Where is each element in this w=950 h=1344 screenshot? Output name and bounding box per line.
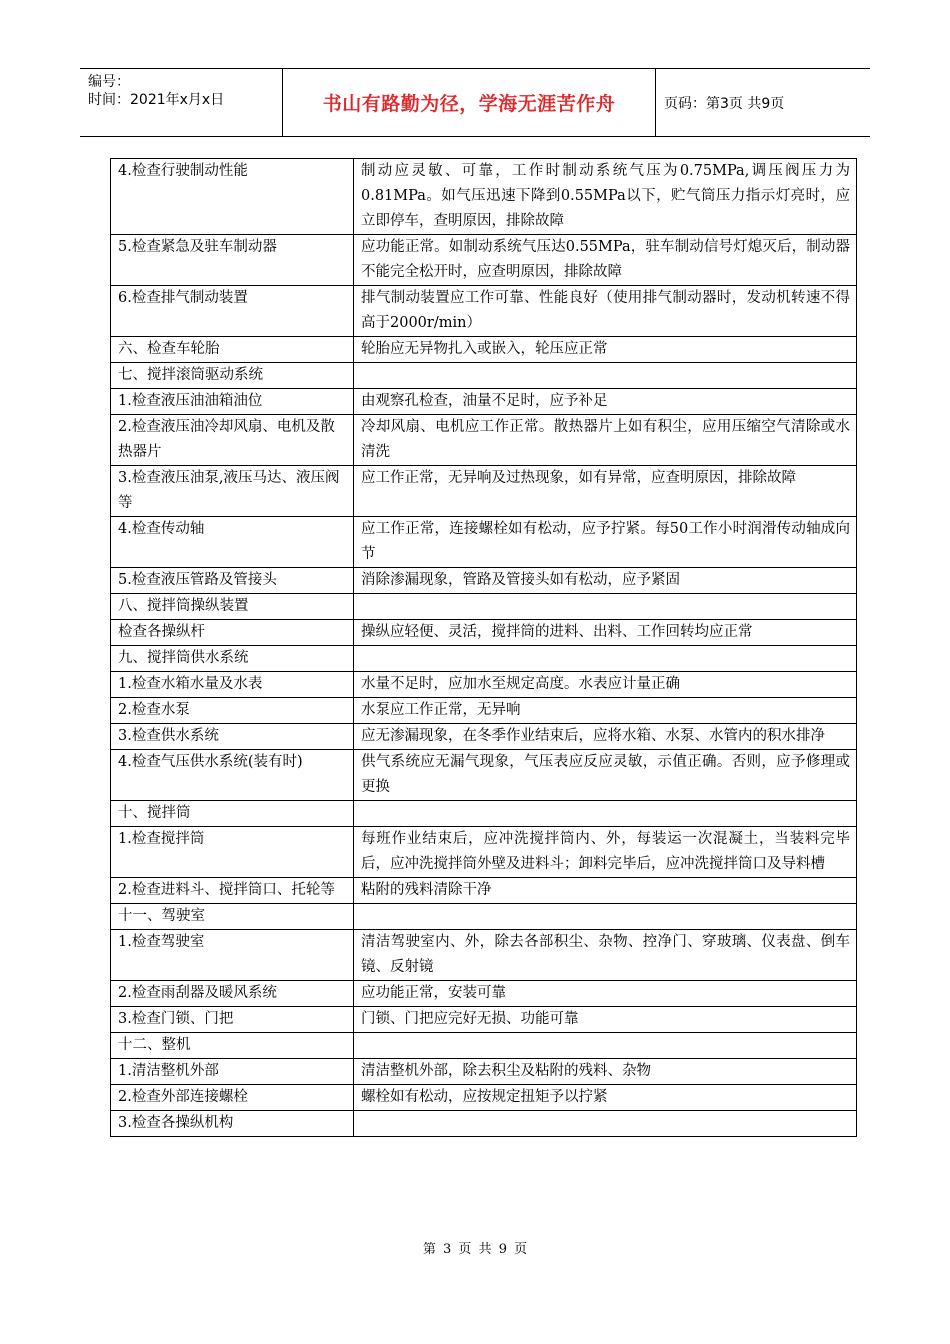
check-item: 6.检查排气制动装置 — [111, 286, 354, 337]
table-row — [111, 1085, 857, 1111]
check-item: 4.检查传动轴 — [111, 517, 354, 568]
requirement: 操纵应轻便、灵活，搅拌筒的进料、出料、工作回转均应正常 — [354, 620, 857, 646]
requirement: 应功能正常。如制动系统气压达0.55MPa，驻车制动信号灯熄灭后，制动器不能完全松开时，应查明原因，排除故障 — [354, 235, 857, 286]
table-row — [111, 415, 857, 466]
requirement: 应工作正常，连接螺栓如有松动，应予拧紧。每50工作小时润滑传动轴成向节 — [354, 517, 857, 568]
check-item: 1.检查驾驶室 — [111, 930, 354, 981]
requirement — [354, 646, 857, 672]
table-row — [111, 878, 857, 904]
table-row — [111, 750, 857, 801]
maintenance-table — [110, 158, 857, 1137]
header-slogan: 书山有路勤为径，学海无涯苦作舟 — [322, 93, 616, 115]
table-row — [111, 389, 857, 415]
header-page-info: 页码：第3页 共9页 — [664, 95, 785, 112]
requirement — [354, 1111, 857, 1137]
requirement: 门锁、门把应完好无损、功能可靠 — [354, 1007, 857, 1033]
requirement: 应工作正常，无异响及过热现象，如有异常，应查明原因，排除故障 — [354, 466, 857, 517]
header-slogan-cell — [283, 69, 656, 136]
table-row — [111, 337, 857, 363]
table-row — [111, 724, 857, 750]
requirement — [354, 363, 857, 389]
requirement: 由观察孔检查，油量不足时，应予补足 — [354, 389, 857, 415]
check-item: 4.检查行驶制动性能 — [111, 159, 354, 235]
check-item: 1.检查水箱水量及水表 — [111, 672, 354, 698]
check-item: 4.检查气压供水系统(装有时) — [111, 750, 354, 801]
check-item: 3.检查供水系统 — [111, 724, 354, 750]
requirement: 冷却风扇、电机应工作正常。散热器片上如有积尘，应用压缩空气清除或水清洗 — [354, 415, 857, 466]
check-item: 2.检查进料斗、搅拌筒口、托轮等 — [111, 878, 354, 904]
requirement: 水量不足时，应加水至规定高度。水表应计量正确 — [354, 672, 857, 698]
check-item: 九、搅拌筒供水系统 — [111, 646, 354, 672]
check-item: 检查各操纵杆 — [111, 620, 354, 646]
table-row — [111, 517, 857, 568]
check-item: 六、检查车轮胎 — [111, 337, 354, 363]
table-row — [111, 672, 857, 698]
requirement: 应无渗漏现象，在冬季作业结束后，应将水箱、水泵、水管内的积水排净 — [354, 724, 857, 750]
check-item: 十、搅拌筒 — [111, 801, 354, 827]
requirement: 粘附的残料清除干净 — [354, 878, 857, 904]
table-row — [111, 981, 857, 1007]
check-item: 5.检查液压管路及管接头 — [111, 568, 354, 594]
table-row — [111, 159, 857, 235]
table-row — [111, 646, 857, 672]
requirement: 清洁整机外部，除去积尘及粘附的残料、杂物 — [354, 1059, 857, 1085]
check-item: 十二、整机 — [111, 1033, 354, 1059]
serial-label: 编号： — [88, 74, 130, 90]
requirement — [354, 1033, 857, 1059]
header-meta — [80, 69, 283, 136]
check-item: 2.检查外部连接螺栓 — [111, 1085, 354, 1111]
check-item: 十一、驾驶室 — [111, 904, 354, 930]
table-row — [111, 1059, 857, 1085]
check-item: 2.检查水泵 — [111, 698, 354, 724]
table-row — [111, 1007, 857, 1033]
table-row — [111, 466, 857, 517]
check-item: 2.检查雨刮器及暖风系统 — [111, 981, 354, 1007]
requirement — [354, 904, 857, 930]
requirement: 排气制动装置应工作可靠、性能良好（使用排气制动器时，发动机转速不得高于2000r/min） — [354, 286, 857, 337]
check-item: 2.检查液压油冷却风扇、电机及散热器片 — [111, 415, 354, 466]
check-item: 3.检查液压油泵,液压马达、液压阀等 — [111, 466, 354, 517]
check-item: 3.检查门锁、门把 — [111, 1007, 354, 1033]
check-item: 5.检查紧急及驻车制动器 — [111, 235, 354, 286]
requirement: 应功能正常，安装可靠 — [354, 981, 857, 1007]
table-row — [111, 930, 857, 981]
check-item: 3.检查各操纵机构 — [111, 1111, 354, 1137]
table-row — [111, 1033, 857, 1059]
requirement — [354, 801, 857, 827]
check-item: 七、搅拌滚筒驱动系统 — [111, 363, 354, 389]
requirement: 螺栓如有松动，应按规定扭矩予以拧紧 — [354, 1085, 857, 1111]
check-item: 1.检查液压油油箱油位 — [111, 389, 354, 415]
requirement: 水泵应工作正常，无异响 — [354, 698, 857, 724]
time-label: 时间：2021年x月x日 — [88, 92, 225, 108]
requirement — [354, 594, 857, 620]
table-row — [111, 568, 857, 594]
requirement: 制动应灵敏、可靠，工作时制动系统气压为0.75MPa,调压阀压力为0.81MPa。如气压迅速下降到0.55MPa以下，贮气筒压力指示灯亮时，应立即停车，查明原因，排除故障 — [354, 159, 857, 235]
page-footer: 第 3 页 共 9 页 — [422, 1242, 528, 1257]
table-row — [111, 235, 857, 286]
requirement: 清洁驾驶室内、外，除去各部积尘、杂物、控净门、穿玻璃、仪表盘、倒车镜、反射镜 — [354, 930, 857, 981]
requirement: 供气系统应无漏气现象，气压表应反应灵敏，示值正确。否则，应予修理或更换 — [354, 750, 857, 801]
table-row — [111, 827, 857, 878]
requirement: 每班作业结束后，应冲洗搅拌筒内、外，每装运一次混凝土，当装料完毕后，应冲洗搅拌筒外壁及进料斗；卸料完毕后，应冲洗搅拌筒口及导料槽 — [354, 827, 857, 878]
table-row — [111, 286, 857, 337]
requirement: 消除渗漏现象，管路及管接头如有松动，应予紧固 — [354, 568, 857, 594]
check-item: 八、搅拌筒操纵装置 — [111, 594, 354, 620]
check-item: 1.检查搅拌筒 — [111, 827, 354, 878]
table-row — [111, 801, 857, 827]
table-row — [111, 904, 857, 930]
requirement: 轮胎应无异物扎入或嵌入，轮压应正常 — [354, 337, 857, 363]
table-row — [111, 698, 857, 724]
page-header — [80, 68, 870, 137]
check-item: 1.清洁整机外部 — [111, 1059, 354, 1085]
table-row — [111, 1111, 857, 1137]
table-row — [111, 620, 857, 646]
table-row — [111, 594, 857, 620]
table-row — [111, 363, 857, 389]
